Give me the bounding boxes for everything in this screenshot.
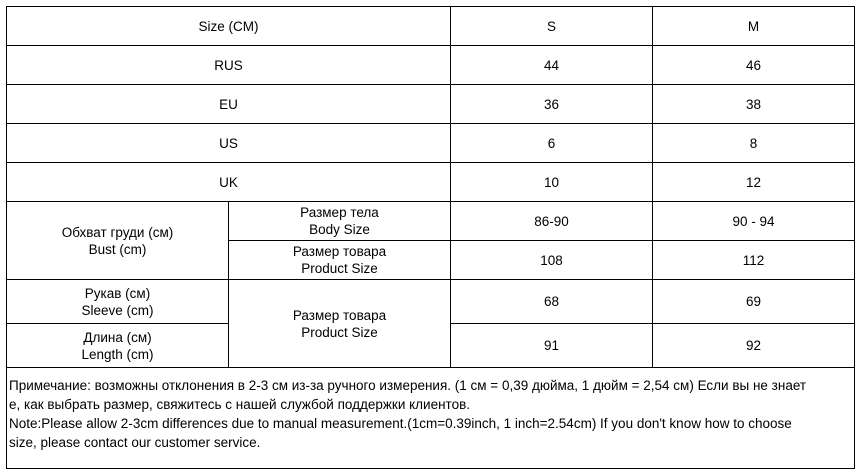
sleeve-label-ru: Рукав (см) bbox=[84, 285, 151, 301]
body-size-label bbox=[229, 202, 451, 241]
cell-value: 10 bbox=[451, 163, 653, 202]
cell-value: 108 bbox=[451, 241, 653, 280]
cell-value: 8 bbox=[653, 124, 855, 163]
row-label-rus: RUS bbox=[7, 46, 451, 85]
bust-label-ru: Обхват груди (см) bbox=[61, 224, 174, 240]
length-label-en: Length (cm) bbox=[81, 346, 154, 362]
bust-label bbox=[7, 202, 229, 280]
table-row bbox=[7, 202, 855, 241]
product-size-label-ru: Размер товара bbox=[292, 244, 387, 259]
header-size-label: Size (CM) bbox=[7, 7, 451, 46]
note-line: е, как выбрать размер, свяжитесь с нашей службой поддержки клиентов. bbox=[9, 397, 471, 412]
table-row bbox=[7, 46, 855, 85]
cell-value: 12 bbox=[653, 163, 855, 202]
table-row bbox=[7, 280, 855, 324]
row-label-eu: EU bbox=[7, 85, 451, 124]
length-label-ru: Длина (см) bbox=[83, 329, 152, 345]
header-row bbox=[7, 7, 855, 46]
cell-value: 69 bbox=[653, 280, 855, 324]
cell-value: 92 bbox=[653, 324, 855, 368]
length-label bbox=[7, 324, 229, 368]
product-size-label-en: Product Size bbox=[301, 261, 378, 276]
row-label-uk: UK bbox=[7, 163, 451, 202]
cell-value: 91 bbox=[451, 324, 653, 368]
cell-value: 36 bbox=[451, 85, 653, 124]
product-size-merged-label-en: Product Size bbox=[301, 324, 378, 340]
cell-value: 112 bbox=[653, 241, 855, 280]
note-cell bbox=[7, 368, 855, 469]
cell-value: 6 bbox=[451, 124, 653, 163]
header-size-m: M bbox=[653, 7, 855, 46]
sleeve-label-en: Sleeve (cm) bbox=[81, 302, 154, 318]
table-row bbox=[7, 85, 855, 124]
bust-label-en: Bust (cm) bbox=[88, 241, 147, 257]
size-table bbox=[6, 6, 855, 469]
row-label-us: US bbox=[7, 124, 451, 163]
cell-value: 46 bbox=[653, 46, 855, 85]
note-line: Примечание: возможны отклонения в 2-3 см из-за ручного измерения. (1 см = 0,39 дюйма, 1 дюйм = 2,54 см) Если вы не знает bbox=[9, 378, 807, 393]
product-size-merged-label bbox=[229, 280, 451, 368]
note-row bbox=[7, 368, 855, 469]
header-size-s: S bbox=[451, 7, 653, 46]
cell-value: 90 - 94 bbox=[653, 202, 855, 241]
sleeve-label bbox=[7, 280, 229, 324]
note-line: Note:Please allow 2-3cm differences due to manual measurement.(1cm=0.39inch, 1 inch=2.54cm) If you don't know how to choose bbox=[9, 416, 792, 431]
cell-value: 44 bbox=[451, 46, 653, 85]
table-row bbox=[7, 163, 855, 202]
cell-value: 86-90 bbox=[451, 202, 653, 241]
cell-value: 38 bbox=[653, 85, 855, 124]
product-size-merged-label-ru: Размер товара bbox=[292, 307, 387, 323]
body-size-label-ru: Размер тела bbox=[300, 205, 379, 220]
body-size-label-en: Body Size bbox=[309, 222, 370, 237]
note-line: size, please contact our customer service. bbox=[9, 435, 261, 450]
product-size-label bbox=[229, 241, 451, 280]
cell-value: 68 bbox=[451, 280, 653, 324]
table-row bbox=[7, 124, 855, 163]
